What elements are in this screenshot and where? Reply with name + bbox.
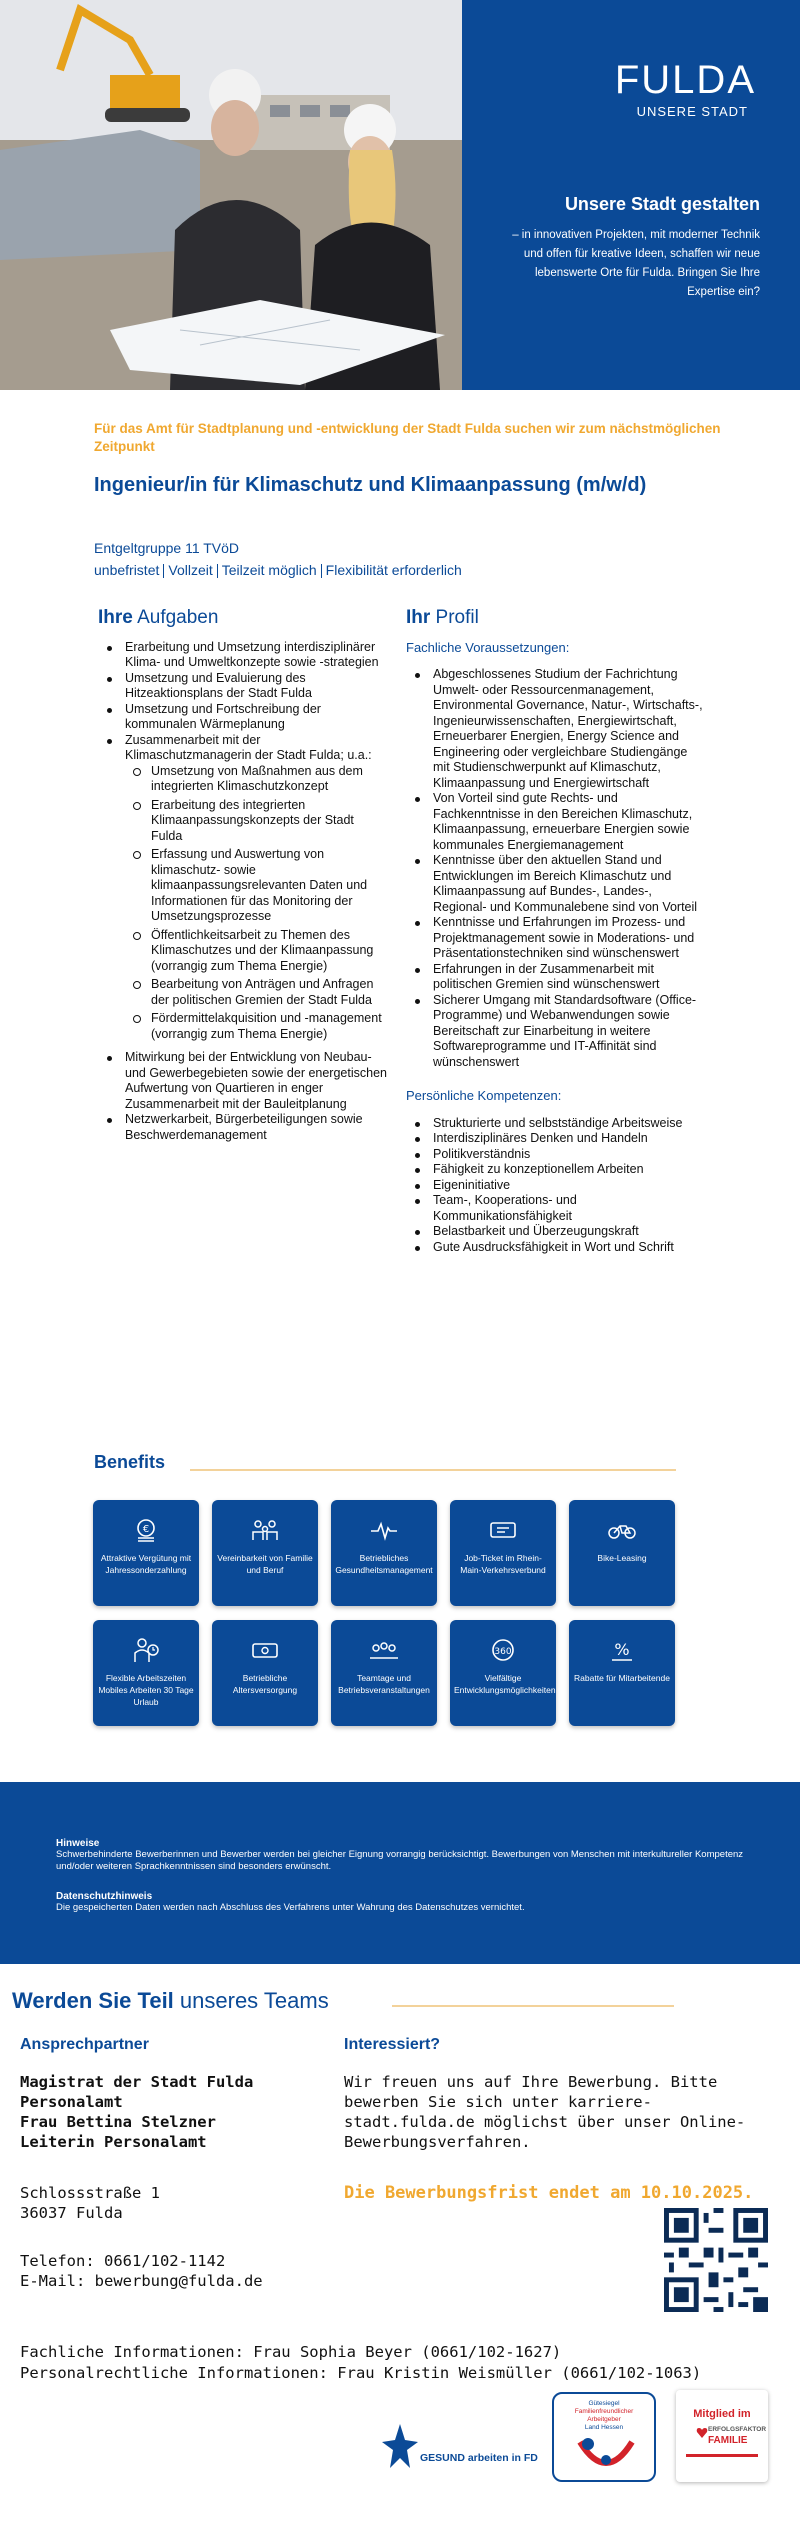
list-item: Belastbarkeit und Überzeugungskraft	[433, 1224, 706, 1240]
gesund-arbeiten-logo	[380, 2422, 540, 2478]
address-block	[20, 2183, 160, 2223]
list-item: Erfahrungen in der Zusammenarbeit mit politischen Gremien sind wünschenswert	[433, 962, 706, 993]
application-deadline: Die Bewerbungsfrist endet am 10.10.2025.	[344, 2183, 754, 2203]
sub-list-item: Erarbeitung des integrierten Klimaanpassungskonzepts der Stadt Fulda	[151, 798, 388, 845]
benefit-label: Betriebliche Altersversorgung	[232, 1673, 298, 1695]
benefit-tile	[569, 1500, 675, 1606]
heartbeat-icon	[331, 1516, 437, 1544]
person-clock-icon	[93, 1636, 199, 1664]
benefit-label: Bike-Leasing	[597, 1553, 647, 1563]
email-address[interactable]: E-Mail: bewerbung@fulda.de	[20, 2272, 263, 2290]
contact-line: Magistrat der Stadt Fulda	[20, 2073, 254, 2091]
benefit-label: Attraktive Vergütung mit Jahressonderzahlung	[100, 1553, 192, 1575]
benefit-tile	[93, 1620, 199, 1726]
fulda-logo-tagline: UNSERE STADT	[636, 104, 748, 119]
bike-icon	[569, 1516, 675, 1544]
hints-text: Schwerbehinderte Bewerberinnen und Bewerber werden bei gleicher Eignung vorrangig berücksichtigt. Bewerbungen von Menschen mit interkultureller Kompetenz und/oder weiteren Sprachkenntnissen sind besonders erwünscht.	[56, 1849, 744, 1872]
condition-item: Vollzeit	[168, 562, 213, 578]
profile-heading: Ihr Profil	[406, 607, 479, 628]
growth-icon	[450, 1636, 556, 1664]
svg-text:%: %	[614, 1640, 630, 1659]
benefit-label: Teamtage und Betriebsveranstaltungen	[338, 1673, 430, 1695]
tasks-heading: Ihre Aufgaben	[98, 607, 219, 628]
personal-skills-heading: Persönliche Kompetenzen:	[406, 1088, 562, 1103]
technical-info: Fachliche Informationen: Frau Sophia Beyer (0661/102-1627)	[20, 2343, 562, 2361]
divider	[392, 2005, 674, 2007]
benefit-tile	[450, 1620, 556, 1726]
benefits-heading: Benefits	[94, 1452, 166, 1472]
percent-icon	[569, 1636, 675, 1664]
interest-text: Wir freuen uns auf Ihre Bewerbung. Bitte bewerben Sie sich unter karriere-stadt.fulda.de möglichst über unser Online-Bewerbungsverfahren.	[344, 2073, 746, 2151]
benefit-tile	[331, 1500, 437, 1606]
list-item: Netzwerkarbeit, Bürgerbeteiligungen sowie Beschwerdemanagement	[125, 1112, 388, 1143]
star-figure-icon	[380, 2422, 420, 2472]
separator	[163, 564, 164, 578]
interest-heading: Interessiert?	[344, 2036, 441, 2053]
tasks-sublist	[125, 764, 388, 1043]
list-item: Erarbeitung und Umsetzung interdisziplinärer Klima- und Umweltkonzepte sowie -strategien	[125, 640, 388, 671]
list-item: Eigeninitiative	[433, 1178, 706, 1194]
construction-site-illustration	[0, 0, 462, 390]
benefit-label: Vereinbarkeit von Familie und Beruf	[217, 1553, 313, 1575]
benefit-tile	[212, 1500, 318, 1606]
list-item: Kenntnisse und Erfahrungen im Prozess- und Projektmanagement sowie in Moderations- und Präsentationstechniken sind wünschenswert	[433, 915, 706, 962]
benefit-label: Vielfältige Entwicklungsmöglichkeiten	[454, 1673, 556, 1695]
coins-icon	[93, 1516, 199, 1544]
money-icon	[212, 1636, 318, 1664]
sub-list-item: Öffentlichkeitsarbeit zu Themen des Klimaschutzes und der Klimaanpassung (vorrangig zum Thema Energie)	[151, 928, 388, 975]
hero-headline: Unsere Stadt gestalten	[564, 194, 760, 214]
address-line: 36037 Fulda	[20, 2204, 123, 2222]
hero-panel	[462, 0, 800, 390]
divider	[686, 2454, 758, 2457]
list-item: Gute Ausdrucksfähigkeit in Wort und Schrift	[433, 1240, 706, 1256]
benefit-tile	[93, 1500, 199, 1606]
hero-photo	[0, 0, 462, 390]
list-item: Team-, Kooperations- und Kommunikationsfähigkeit	[433, 1193, 706, 1224]
qr-code[interactable]	[664, 2208, 768, 2312]
intro-text: Für das Amt für Stadtplanung und -entwicklung der Stadt Fulda suchen wir zum nächstmöglichen Zeitpunkt	[94, 421, 721, 454]
hints-heading: Hinweise	[56, 1838, 100, 1849]
gesund-label: GESUND arbeiten in FD	[420, 2452, 538, 2464]
sub-list-item: Bearbeitung von Anträgen und Anfragen der politischen Gremien der Stadt Fulda	[151, 977, 388, 1008]
notice-band	[0, 1782, 800, 1964]
familie-label: FAMILIE	[708, 2435, 748, 2446]
contact-line: Personalamt	[20, 2093, 123, 2111]
separator	[217, 564, 218, 578]
list-item: Politikverständnis	[433, 1147, 706, 1163]
tasks-column	[98, 607, 388, 1143]
ticket-icon	[450, 1516, 556, 1544]
employment-conditions	[94, 562, 462, 578]
list-item: Abgeschlossenes Studium der Fachrichtung Umwelt- oder Ressourcenmanagement, Environmental Governance, Natur-, Wirtschafts-, Ingenieurwissenschaften, Energiewirtschaft, Erneuerbarer Energien, Energy Science and Engineering oder vergleichbare Studiengänge mit Studienschwerpunkt auf Klimaschutz, Klimaanpassung und Energiewirtschaft	[433, 667, 706, 791]
profile-column	[406, 607, 706, 1255]
list-item: Kenntnisse über den aktuellen Stand und Entwicklungen im Bereich Klimaschutz und Klimaanpassung auf Bundes-, Landes-, Regional- und Kommunalebene sind von Vorteil	[433, 853, 706, 915]
team-heading: Werden Sie Teil unseres Teams	[12, 1988, 329, 2013]
hr-info: Personalrechtliche Informationen: Frau Kristin Weismüller (0661/102-1063)	[20, 2364, 702, 2382]
list-item: Sicherer Umgang mit Standardsoftware (Office-Programme) und Webanwendungen sowie Bereitschaft zur Einarbeitung in weitere Softwareprogramme und IT-Affinität sind wünschenswert	[433, 993, 706, 1071]
contact-line: Frau Bettina Stelzner	[20, 2113, 216, 2131]
condition-item: Teilzeit möglich	[221, 562, 317, 578]
hero-banner	[0, 0, 800, 390]
family-icon	[212, 1516, 318, 1544]
sub-list-item: Umsetzung von Maßnahmen aus dem integrierten Klimaschutzkonzept	[151, 764, 388, 795]
list-item: Von Vorteil sind gute Rechts- und Fachkenntnisse in den Bereichen Klimaschutz, Klimaanpassung, erneuerbare Energien sowie kommunales Energiemanagement	[433, 791, 706, 853]
heart-icon	[696, 2426, 706, 2436]
contact-block	[20, 2072, 253, 2152]
erfolgsfaktor-familie-logo	[676, 2390, 768, 2482]
separator	[321, 564, 322, 578]
list-item: Mitwirkung bei der Entwicklung von Neubau- und Gewerbegebieten sowie der energetischen Aufwertung von Quartieren in enger Zusammenarbeit mit der Bauleitplanung	[125, 1050, 387, 1111]
benefit-tile	[450, 1500, 556, 1606]
benefit-tile	[212, 1620, 318, 1726]
pay-grade: Entgeltgruppe 11 TVöD	[94, 540, 240, 556]
tasks-list	[98, 640, 388, 1144]
hero-text: – in innovativen Projekten, mit moderner Technik und offen für kreative Ideen, schaffen wir neue lebenswerte Orte für Fulda. Bringen Sie Ihre Expertise ein?	[512, 229, 760, 298]
guetesiegel-text: Gütesiegel Familienfreundlicher Arbeitgeber Land Hessen	[574, 2400, 634, 2431]
benefit-tile	[331, 1620, 437, 1726]
phone-number: Telefon: 0661/102-1142	[20, 2252, 226, 2270]
guetesiegel-logo	[552, 2392, 656, 2482]
personal-skills-list	[406, 1116, 706, 1256]
sub-list-item: Erfassung und Auswertung von klimaschutz- sowie klimaanpassungsrelevanten Daten und Informationen für das Monitoring der Umsetzungsprozesse	[151, 847, 388, 925]
condition-item: Flexibilität erforderlich	[325, 562, 462, 578]
team-icon	[331, 1636, 437, 1664]
benefit-label: Betriebliches Gesundheitsmanagement	[335, 1553, 433, 1575]
list-item: Fähigkeit zu konzeptionellem Arbeiten	[433, 1162, 706, 1178]
contact-details	[20, 2251, 263, 2291]
svg-text:360: 360	[494, 1647, 512, 1657]
list-item: Strukturierte und selbstständige Arbeitsweise	[433, 1116, 706, 1132]
benefit-label: Rabatte für Mitarbeitende	[574, 1673, 670, 1683]
list-item: Interdisziplinäres Denken und Handeln	[433, 1131, 706, 1147]
mitglied-label: Mitglied im	[693, 2408, 751, 2420]
contact-line: Leiterin Personalamt	[20, 2133, 207, 2151]
list-item: Zusammenarbeit mit der Klimaschutzmanagerin der Stadt Fulda; u.a.: Umsetzung von Maßnahmen aus dem integrierten Klimaschutzkonzept Erarbeitung des integrierten Klimaanpassungskonzepts der Stadt Fulda Erfassung und Auswertung von klimaschutz- sowie klimaanpassungsrelevanten Daten und Informationen für das Monitoring der Umsetzungsprozesse Öffentlichkeitsarbeit zu Themen des Klimaschutzes und der Klimaanpassung (vorrangig zum Thema Energie) Bearbeitung von Anträgen und Anfragen der politischen Gremien der Stadt Fulda Fördermittelakquisition und -management (vorrangig zum Thema Energie)	[125, 733, 388, 1043]
condition-item: unbefristet	[94, 562, 160, 578]
svg-text:€: €	[142, 1524, 150, 1535]
benefit-tile	[569, 1620, 675, 1726]
divider	[190, 1469, 676, 1471]
technical-requirements-heading: Fachliche Voraussetzungen:	[406, 639, 570, 655]
family-seal-icon	[576, 2434, 636, 2480]
privacy-text: Die gespeicherten Daten werden nach Abschluss des Verfahrens unter Wahrung des Datenschutzes vernichtet.	[56, 1902, 525, 1913]
privacy-heading: Datenschutzhinweis	[56, 1891, 153, 1902]
job-title: Ingenieur/in für Klimaschutz und Klimaanpassung (m/w/d)	[94, 474, 647, 496]
technical-requirements-list	[406, 667, 706, 1070]
sub-list-item: Fördermittelakquisition und -management (vorrangig zum Thema Energie)	[151, 1011, 388, 1042]
benefit-label: Flexible Arbeitszeiten Mobiles Arbeiten 30 Tage Urlaub	[98, 1673, 194, 1707]
fulda-logo: FULDA	[614, 58, 756, 102]
additional-info	[20, 2342, 701, 2384]
list-item: Umsetzung und Evaluierung des Hitzeaktionsplans der Stadt Fulda	[125, 671, 388, 702]
contact-heading: Ansprechpartner	[20, 2036, 149, 2053]
benefit-label: Job-Ticket im Rhein-Main-Verkehrsverbund	[460, 1553, 546, 1575]
list-item: Umsetzung und Fortschreibung der kommunalen Wärmeplanung	[125, 702, 388, 733]
address-line: Schlossstraße 1	[20, 2184, 160, 2202]
erfolgsfaktor-label: ERFOLGSFAKTOR	[708, 2426, 767, 2433]
